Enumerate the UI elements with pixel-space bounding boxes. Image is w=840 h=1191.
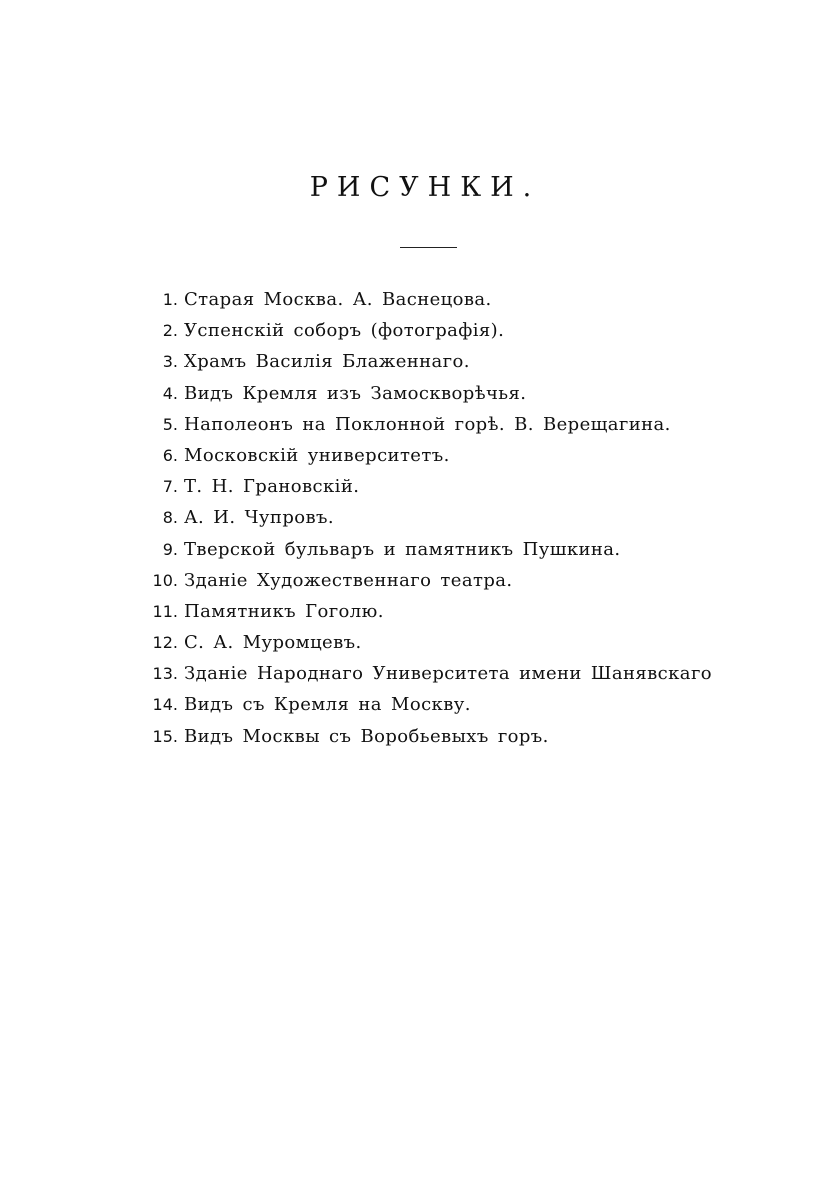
title-divider xyxy=(400,247,457,248)
item-number: 13. xyxy=(152,664,178,684)
list-item xyxy=(140,378,800,409)
illustrations-list xyxy=(140,284,800,752)
item-caption: Тверской бульваръ и памятникъ Пушкина. xyxy=(184,538,621,560)
list-item xyxy=(140,502,800,533)
item-caption: Зданіе Художественнаго театра. xyxy=(184,569,513,591)
item-number: 2. xyxy=(162,321,178,341)
page-title: РИСУНКИ. xyxy=(309,172,541,203)
item-caption: Т. Н. Грановскій. xyxy=(184,476,360,498)
list-item xyxy=(140,346,800,377)
item-number: 10. xyxy=(152,570,178,590)
item-caption: Храмъ Василія Блаженнаго. xyxy=(184,351,470,373)
item-caption: Видъ Москвы съ Воробьевыхъ горъ. xyxy=(184,725,549,747)
list-item xyxy=(140,440,800,471)
item-caption: Наполеонъ на Поклонной горѣ. В. Верещагина. xyxy=(184,413,671,435)
list-item xyxy=(140,596,800,627)
item-caption: Московскій университетъ. xyxy=(184,444,450,466)
list-item xyxy=(140,409,800,440)
list-item xyxy=(140,721,800,752)
item-caption: А. И. Чупровъ. xyxy=(184,507,334,529)
item-caption: Видъ Кремля изъ Замоскворѣчья. xyxy=(184,382,527,404)
list-item xyxy=(140,658,800,689)
list-item xyxy=(140,627,800,658)
item-number: 9. xyxy=(162,539,178,559)
item-caption: Памятникъ Гоголю. xyxy=(184,600,384,622)
item-number: 12. xyxy=(152,633,178,653)
item-number: 6. xyxy=(162,445,178,465)
list-item xyxy=(140,689,800,720)
list-item xyxy=(140,284,800,315)
item-caption: С. А. Муромцевъ. xyxy=(184,632,362,654)
item-number: 8. xyxy=(162,508,178,528)
item-number: 5. xyxy=(162,414,178,434)
list-item xyxy=(140,315,800,346)
item-number: 11. xyxy=(152,601,178,621)
item-number: 3. xyxy=(162,352,178,372)
item-caption: Зданіе Народнаго Университета имени Шанявскаго xyxy=(184,663,713,685)
item-number: 7. xyxy=(162,477,178,497)
item-number: 4. xyxy=(162,383,178,403)
item-number: 14. xyxy=(152,695,178,715)
item-number: 15. xyxy=(152,726,178,746)
list-item xyxy=(140,534,800,565)
list-item xyxy=(140,565,800,596)
item-number: 1. xyxy=(162,290,178,309)
list-item xyxy=(140,471,800,502)
item-caption: Старая Москва. А. Васнецова. xyxy=(184,289,492,310)
item-caption: Видъ съ Кремля на Москву. xyxy=(184,694,471,716)
item-caption: Успенскій соборъ (фотографія). xyxy=(184,320,505,342)
